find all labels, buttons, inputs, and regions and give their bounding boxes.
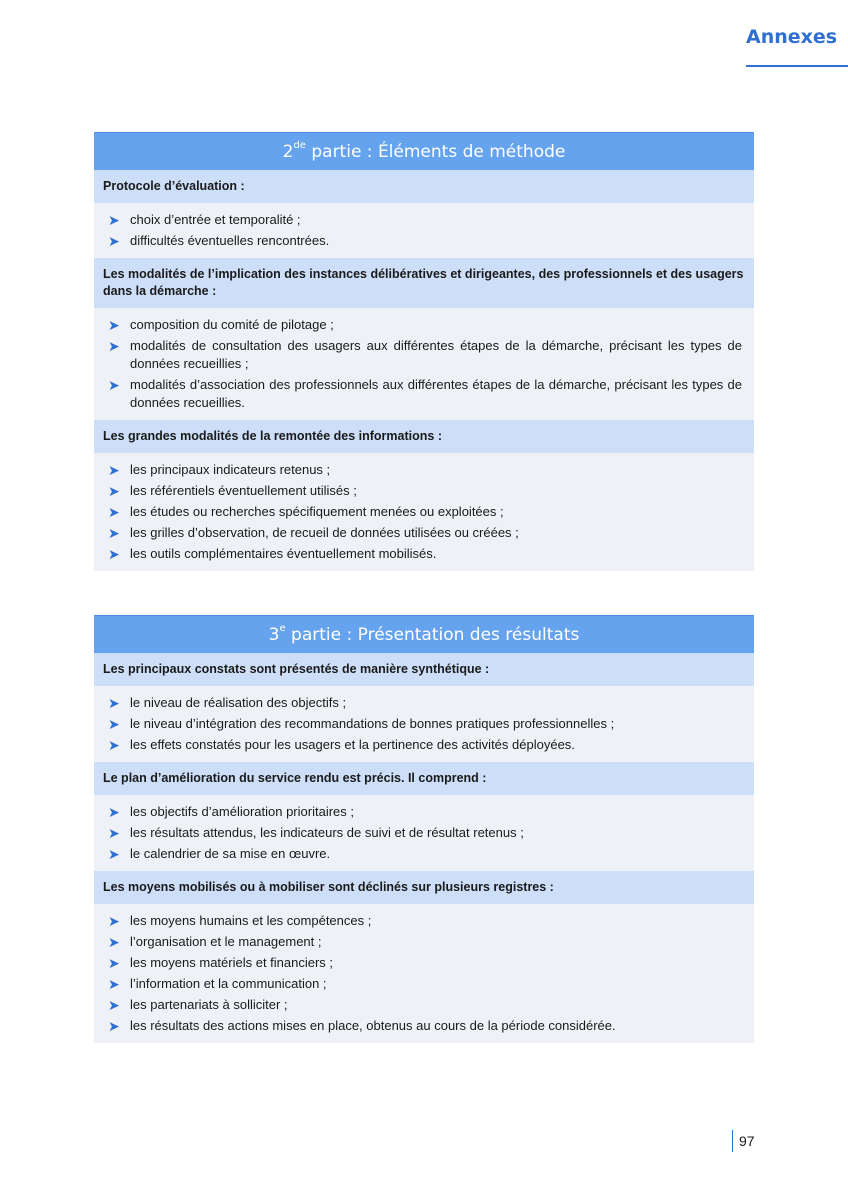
arrow-bullet-icon: ➤ [108, 695, 120, 711]
list-item [108, 376, 742, 412]
arrow-bullet-icon: ➤ [108, 338, 120, 354]
arrow-bullet-icon: ➤ [108, 233, 120, 249]
section-body [94, 795, 754, 871]
list-item [108, 545, 742, 563]
section-body [94, 686, 754, 762]
list-item-text: choix d’entrée et temporalité ; [130, 212, 301, 227]
list-item [108, 736, 742, 754]
list-item-text: difficultés éventuelles rencontrées. [130, 233, 330, 248]
list-item [108, 503, 742, 521]
arrow-bullet-icon: ➤ [108, 934, 120, 950]
part2-title [94, 132, 754, 170]
list-item-text: composition du comité de pilotage ; [130, 317, 334, 332]
list-item [108, 803, 742, 821]
list-item [108, 996, 742, 1014]
arrow-bullet-icon: ➤ [108, 955, 120, 971]
part3-box [94, 615, 754, 1043]
bullet-list [108, 694, 742, 754]
bullet-list [108, 316, 742, 412]
list-item [108, 232, 742, 250]
list-item-text: modalités d’association des professionnels aux différentes étapes de la démarche, précisant les types de données recueillies. [130, 377, 742, 410]
list-item [108, 933, 742, 951]
list-item [108, 316, 742, 334]
list-item [108, 461, 742, 479]
section-heading: Les modalités de l’implication des instances délibératives et dirigeantes, des professionnels et des usagers dans la démarche : [94, 258, 754, 308]
arrow-bullet-icon: ➤ [108, 546, 120, 562]
page-number: 97 [732, 1130, 755, 1152]
list-item-text: les partenariats à solliciter ; [130, 997, 288, 1012]
arrow-bullet-icon: ➤ [108, 913, 120, 929]
part3-title-rest: partie : Présentation des résultats [291, 624, 580, 645]
list-item [108, 845, 742, 863]
list-item-text: le niveau d’intégration des recommandations de bonnes pratiques professionnelles ; [130, 716, 615, 731]
arrow-bullet-icon: ➤ [108, 976, 120, 992]
bullet-list [108, 461, 742, 563]
section-body [94, 453, 754, 571]
section-body [94, 904, 754, 1043]
arrow-bullet-icon: ➤ [108, 317, 120, 333]
part3-title [94, 615, 754, 653]
arrow-bullet-icon: ➤ [108, 846, 120, 862]
arrow-bullet-icon: ➤ [108, 825, 120, 841]
arrow-bullet-icon: ➤ [108, 1018, 120, 1034]
arrow-bullet-icon: ➤ [108, 804, 120, 820]
list-item-text: l’organisation et le management ; [130, 934, 322, 949]
bullet-list [108, 211, 742, 250]
list-item [108, 211, 742, 229]
list-item-text: modalités de consultation des usagers aux différentes étapes de la démarche, précisant les types de données recueillies ; [130, 338, 742, 371]
arrow-bullet-icon: ➤ [108, 462, 120, 478]
section-heading: Les moyens mobilisés ou à mobiliser sont déclinés sur plusieurs registres : [94, 871, 754, 904]
section-body [94, 203, 754, 258]
list-item [108, 482, 742, 500]
arrow-bullet-icon: ➤ [108, 997, 120, 1013]
arrow-bullet-icon: ➤ [108, 525, 120, 541]
list-item-text: l’information et la communication ; [130, 976, 327, 991]
section-heading: Les grandes modalités de la remontée des informations : [94, 420, 754, 453]
arrow-bullet-icon: ➤ [108, 377, 120, 393]
list-item-text: les effets constatés pour les usagers et la pertinence des activités déployées. [130, 737, 575, 752]
list-item-text: les référentiels éventuellement utilisés ; [130, 483, 357, 498]
list-item-text: les objectifs d’amélioration prioritaires ; [130, 804, 354, 819]
arrow-bullet-icon: ➤ [108, 212, 120, 228]
arrow-bullet-icon: ➤ [108, 504, 120, 520]
part2-title-sup: de [293, 140, 306, 151]
part2-box [94, 132, 754, 571]
section-body [94, 308, 754, 420]
list-item-text: les résultats attendus, les indicateurs de suivi et de résultat retenus ; [130, 825, 524, 840]
list-item [108, 975, 742, 993]
list-item-text: le calendrier de sa mise en œuvre. [130, 846, 331, 861]
list-item [108, 824, 742, 842]
list-item-text: les résultats des actions mises en place, obtenus au cours de la période considérée. [130, 1018, 616, 1033]
bullet-list [108, 912, 742, 1035]
list-item-text: les moyens matériels et financiers ; [130, 955, 334, 970]
list-item [108, 715, 742, 733]
list-item [108, 694, 742, 712]
list-item [108, 524, 742, 542]
list-item [108, 954, 742, 972]
list-item-text: les principaux indicateurs retenus ; [130, 462, 331, 477]
arrow-bullet-icon: ➤ [108, 737, 120, 753]
running-head-rule [746, 65, 848, 67]
part3-title-sup: e [279, 623, 286, 634]
list-item-text: les outils complémentaires éventuellement mobilisés. [130, 546, 437, 561]
arrow-bullet-icon: ➤ [108, 483, 120, 499]
list-item-text: le niveau de réalisation des objectifs ; [130, 695, 347, 710]
list-item-text: les études ou recherches spécifiquement menées ou exploitées ; [130, 504, 504, 519]
section-heading: Les principaux constats sont présentés de manière synthétique : [94, 653, 754, 686]
part2-title-num: 2 [282, 141, 294, 162]
section-heading: Protocole d’évaluation : [94, 170, 754, 203]
list-item [108, 1017, 742, 1035]
bullet-list [108, 803, 742, 863]
list-item [108, 912, 742, 930]
part3-title-num: 3 [268, 624, 280, 645]
list-item [108, 337, 742, 373]
arrow-bullet-icon: ➤ [108, 716, 120, 732]
list-item-text: les moyens humains et les compétences ; [130, 913, 372, 928]
part2-title-rest: partie : Éléments de méthode [311, 141, 566, 162]
running-head-title: Annexes [746, 26, 838, 48]
list-item-text: les grilles d’observation, de recueil de données utilisées ou créées ; [130, 525, 519, 540]
section-heading: Le plan d’amélioration du service rendu est précis. Il comprend : [94, 762, 754, 795]
